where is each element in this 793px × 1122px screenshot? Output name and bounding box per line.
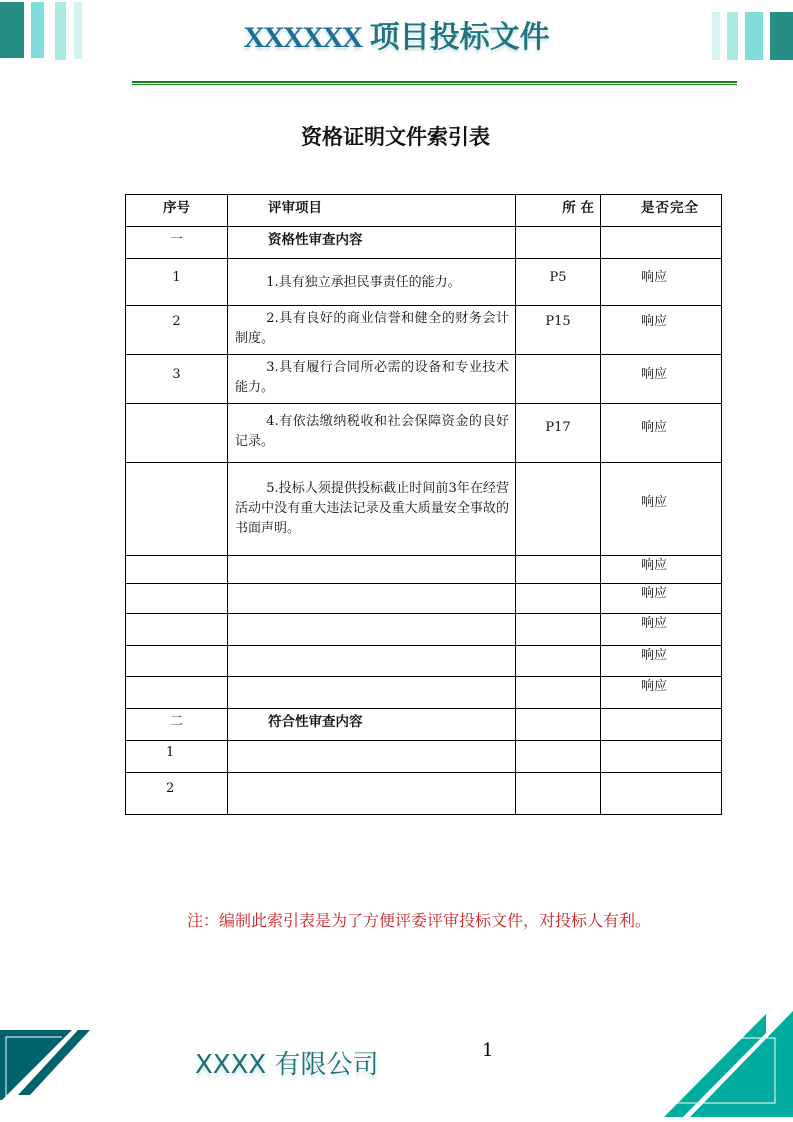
footnote: 注：编制此索引表是为了方便评委评审投标文件，对投标人有利。 [187,911,652,930]
header-item: 评审项目 [228,195,516,227]
section-response [601,227,722,259]
row-response: 响应 [601,677,722,709]
row-response: 响应 [601,584,722,614]
row-item: 1.具有独立承担民事责任的能力。 [228,259,516,306]
footer-company-name: XXXX 有限公司 [195,1050,379,1080]
section-response [601,709,722,741]
row-page [516,355,601,404]
row-item [228,741,516,773]
row-item [228,773,516,815]
row-no [126,463,228,556]
section-label: 资格性审查内容 [228,227,516,259]
row-page: P17 [516,404,601,463]
table-row [126,773,722,815]
row-item [228,646,516,677]
row-page [516,463,601,556]
table-header-row [126,195,722,227]
header-title-suffix: 项目投标文件 [361,21,550,54]
row-page [516,556,601,584]
row-response: 响应 [601,646,722,677]
row-response [601,741,722,773]
row-no [126,677,228,709]
table-row [126,584,722,614]
row-no [126,584,228,614]
header-complete: 是否完全 [601,195,722,227]
section-page [516,227,601,259]
row-no: 1 [126,259,228,306]
row-no: 1 [126,741,228,773]
row-page [516,741,601,773]
header-rule-bottom [132,84,737,85]
table-row [126,355,722,404]
row-response: 响应 [601,614,722,646]
row-item [228,677,516,709]
row-page [516,584,601,614]
footer-right-decoration [650,1005,793,1122]
document-title: 资格证明文件索引表 [301,125,490,149]
table-row [126,677,722,709]
row-no: 2 [126,773,228,815]
header-title-prefix: XXXXXX [243,21,362,54]
section-label: 符合性审查内容 [228,709,516,741]
row-no [126,646,228,677]
row-page: P5 [516,259,601,306]
row-response: 响应 [601,306,722,355]
header-rule-top [132,81,737,83]
row-page [516,646,601,677]
row-page [516,773,601,815]
section-row [126,709,722,741]
row-response: 响应 [601,404,722,463]
section-number: 二 [126,709,228,741]
row-no: 3 [126,355,228,404]
table-row [126,556,722,584]
row-page [516,614,601,646]
page-number: 1 [482,1040,494,1061]
row-item [228,584,516,614]
header-no: 序号 [126,195,228,227]
row-response: 响应 [601,259,722,306]
header-location: 所 在 [516,195,601,227]
row-item: 5.投标人须提供投标截止时间前3年在经营活动中没有重大违法记录及重大质量安全事故的书面声明。 [228,463,516,556]
section-number: 一 [126,227,228,259]
row-response: 响应 [601,463,722,556]
table-row [126,404,722,463]
row-response [601,773,722,815]
table-row [126,463,722,556]
header-title [0,12,793,56]
row-no [126,556,228,584]
table-row [126,259,722,306]
section-page [516,709,601,741]
footer-left-decoration [0,1025,100,1105]
row-item: 2.具有良好的商业信誉和健全的财务会计制度。 [228,306,516,355]
row-no: 2 [126,306,228,355]
qualification-index-table [125,194,722,815]
table-row [126,741,722,773]
row-page [516,677,601,709]
table-row [126,614,722,646]
row-item [228,556,516,584]
row-response: 响应 [601,355,722,404]
row-item: 4.有依法缴纳税收和社会保障资金的良好记录。 [228,404,516,463]
row-page: P15 [516,306,601,355]
row-no [126,404,228,463]
row-item: 3.具有履行合同所必需的设备和专业技术能力。 [228,355,516,404]
row-response: 响应 [601,556,722,584]
table-row [126,306,722,355]
section-row [126,227,722,259]
row-item [228,614,516,646]
table-row [126,646,722,677]
row-no [126,614,228,646]
